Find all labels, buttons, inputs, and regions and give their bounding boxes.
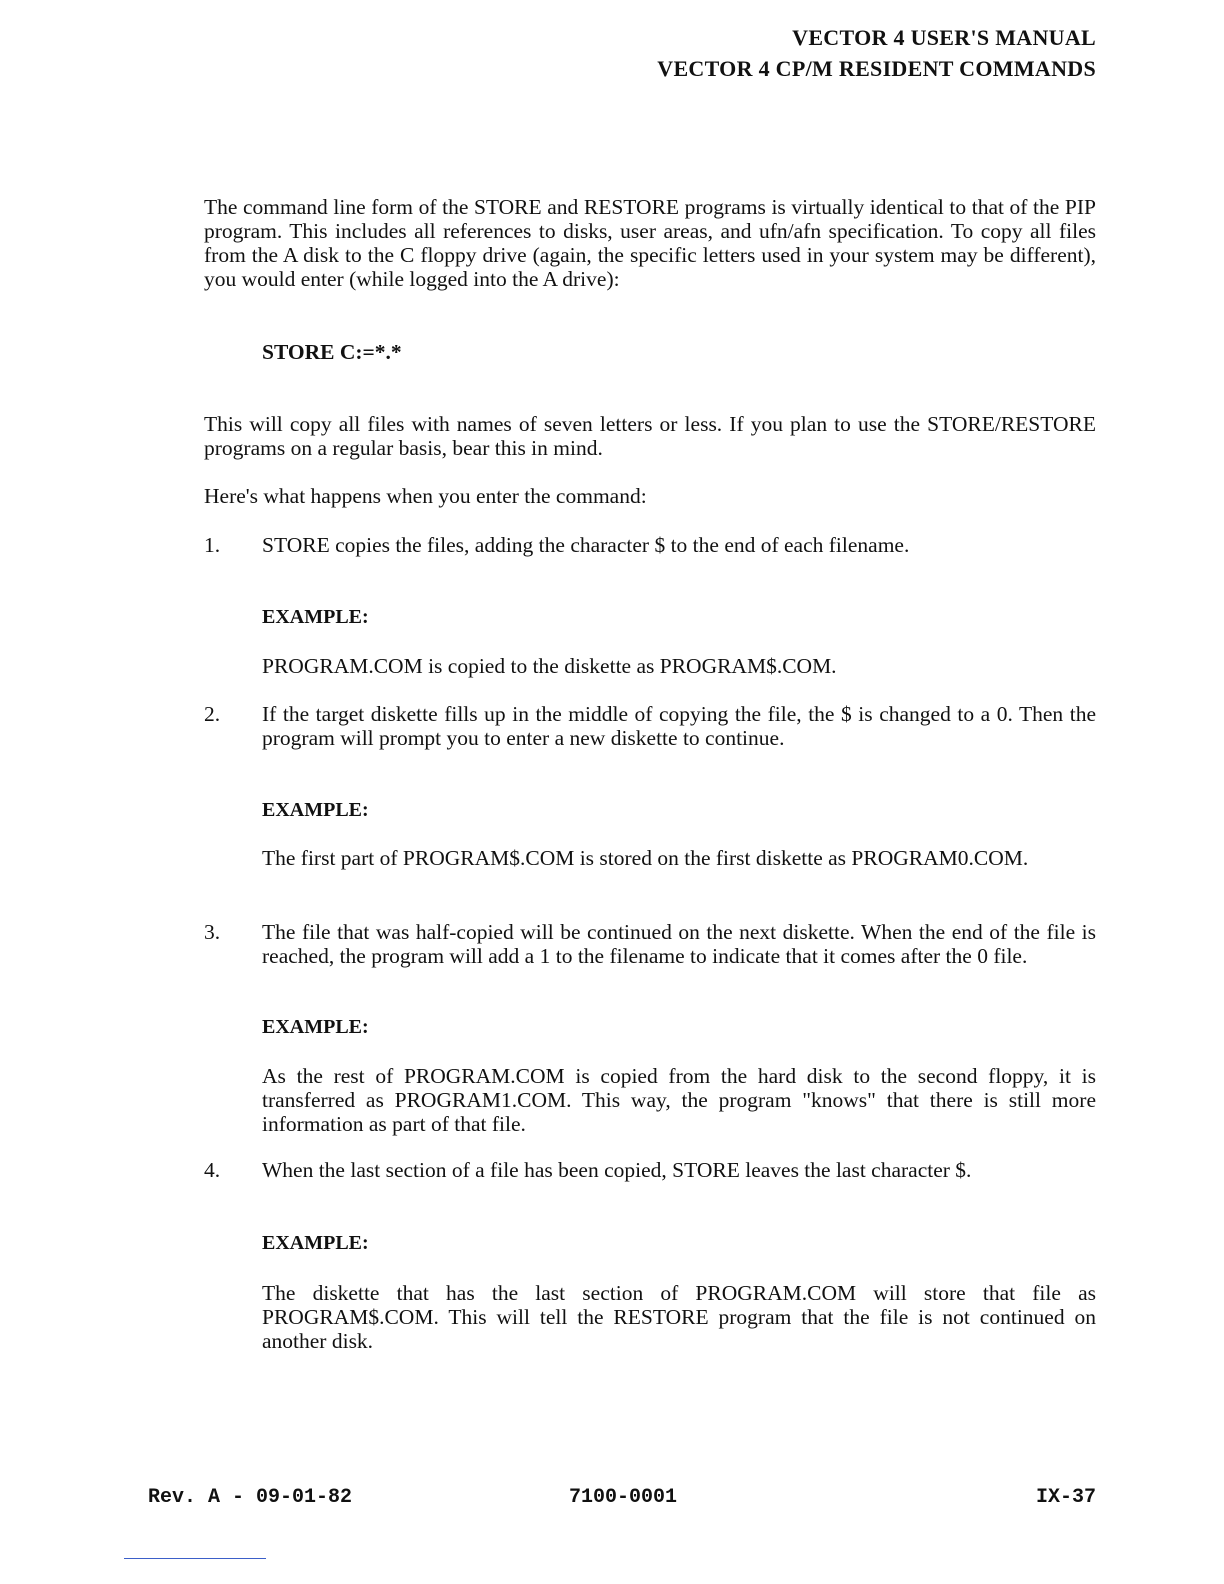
step-2-example-label: EXAMPLE: — [262, 799, 369, 821]
footer-doc-number: 7100-0001 — [569, 1486, 678, 1509]
step-1-example-text: PROGRAM.COM is copied to the diskette as PROGRAM$.COM. — [262, 654, 837, 678]
step-2-number: 2. — [204, 702, 221, 726]
step-3-example-text: As the rest of PROGRAM.COM is copied from the hard disk to the second floppy, it is transferred as PROGRAM1.COM. This way, the program "knows" that there is still more information as part of that file. — [262, 1064, 1096, 1136]
step-3-text: The file that was half-copied will be continued on the next diskette. When the end of the file is reached, the program will add a 1 to the filename to indicate that it comes after the 0 file. — [262, 920, 1096, 968]
step-4-number: 4. — [204, 1158, 221, 1182]
intro-paragraph: The command line form of the STORE and RESTORE programs is virtually identical to that of the PIP program. This includes all references to disks, user areas, and ufn/afn specification. To copy all files from the A disk to the C floppy drive (again, the specific letters used in your system may be different), you would enter (while logged into the A drive): — [204, 195, 1096, 291]
step-1-text: STORE copies the files, adding the character $ to the end of each filename. — [262, 533, 910, 557]
store-command: STORE C:=*.* — [262, 340, 402, 364]
step-2-example-text: The first part of PROGRAM$.COM is stored on the first diskette as PROGRAM0.COM. — [262, 846, 1029, 870]
section-title: VECTOR 4 CP/M RESIDENT COMMANDS — [657, 56, 1096, 81]
lead-in-text: Here's what happens when you enter the command: — [204, 484, 647, 508]
step-4-text: When the last section of a file has been copied, STORE leaves the last character $. — [262, 1158, 972, 1182]
step-1-example-label: EXAMPLE: — [262, 606, 369, 628]
footer-revision: Rev. A - 09-01-82 — [148, 1486, 353, 1509]
note-paragraph: This will copy all files with names of seven letters or less. If you plan to use the STORE/RESTORE programs on a regular basis, bear this in mind. — [204, 412, 1096, 460]
manual-title: VECTOR 4 USER'S MANUAL — [792, 25, 1096, 50]
page-header — [657, 22, 1096, 84]
step-1-number: 1. — [204, 533, 221, 557]
step-4-example-label: EXAMPLE: — [262, 1232, 369, 1254]
step-3-number: 3. — [204, 920, 221, 944]
step-2-text: If the target diskette fills up in the middle of copying the file, the $ is changed to a 0. Then the program will prompt you to enter a new diskette to continue. — [262, 702, 1096, 750]
step-3-example-label: EXAMPLE: — [262, 1016, 369, 1038]
scan-rule-mark — [124, 1558, 266, 1559]
footer-page-number: IX-37 — [1035, 1486, 1096, 1509]
step-4-example-text: The diskette that has the last section of PROGRAM.COM will store that file as PROGRAM$.COM. This will tell the RESTORE program that the file is not continued on another disk. — [262, 1281, 1096, 1353]
